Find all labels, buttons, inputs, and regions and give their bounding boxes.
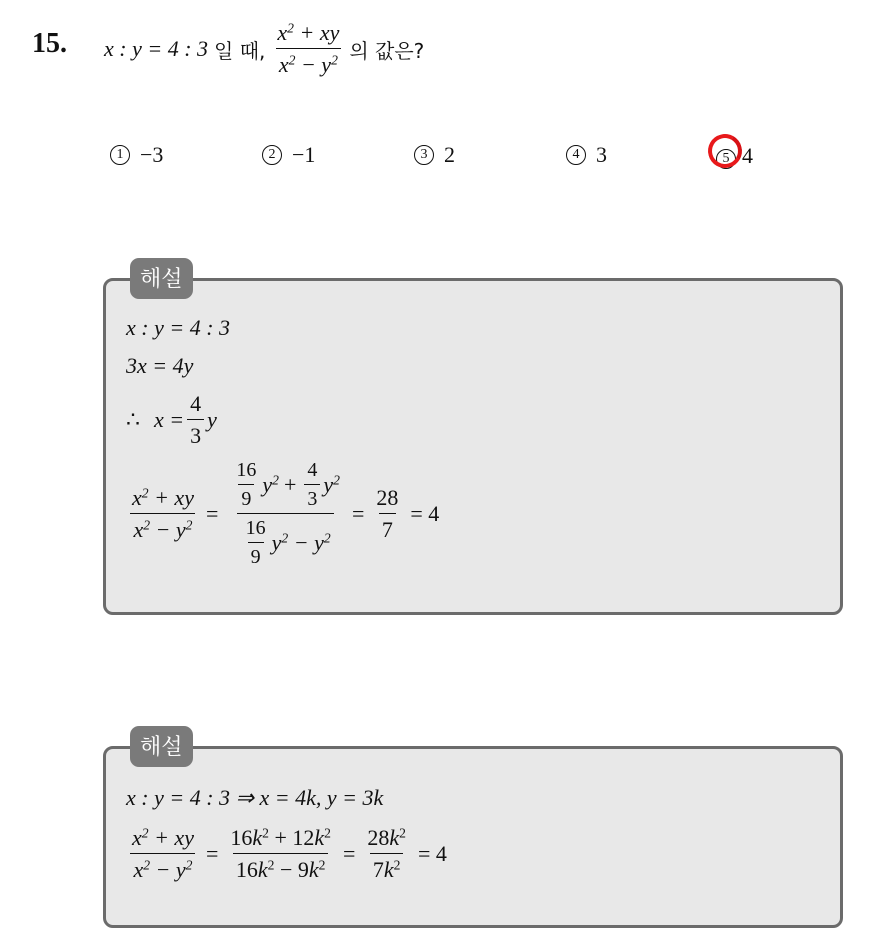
sol1-line3: ∴ x = $\frac{4}{3}$ y — [126, 391, 217, 448]
solution-tag-1: 해설 — [130, 258, 193, 299]
choice-4-marker: 4 — [566, 145, 586, 165]
sol1-fraction-4-3: $\frac{4}{3}$ — [187, 391, 204, 449]
question-condition: x : y = 4 : 3 — [104, 36, 209, 61]
sol2-line2: $\frac{x^2 + xy}{x^2 - y^2}$ = $\frac{16k^2 + 12k^2}{16k^2 - 9k^2}$ = $\frac{28k^2}{7k^2}$ = 4 — [132, 825, 447, 882]
sol1-line1: x : y = 4 : 3 — [126, 315, 231, 340]
choice-3[interactable] — [414, 142, 455, 168]
choice-2-marker: 2 — [262, 145, 282, 165]
choice-3-marker: 3 — [414, 145, 434, 165]
choice-1-marker: 1 — [110, 145, 130, 165]
solution-box-1 — [103, 278, 843, 615]
question-text-1: 일 때, — [214, 38, 266, 63]
choice-2[interactable] — [262, 142, 315, 168]
question-fraction: $\frac{x^2 + xy}{x^2 - y^2}$ — [277, 20, 340, 77]
sol2-result: = 4 — [417, 841, 447, 866]
choice-3-value: 2 — [444, 142, 455, 167]
therefore-symbol: ∴ — [126, 407, 140, 432]
question-text-2: 의 값은? — [349, 38, 425, 63]
sol1-line2: 3x = 4y — [126, 353, 194, 378]
sol2-line1: x : y = 4 : 3 ⇒ x = 4k, y = 3k — [126, 785, 384, 810]
choice-1[interactable] — [110, 142, 163, 168]
question-number: 15. — [32, 28, 67, 59]
solution-box-2 — [103, 746, 843, 928]
choice-1-value: −3 — [140, 142, 164, 167]
question-text — [104, 14, 424, 84]
choice-4-value: 3 — [596, 142, 607, 167]
choice-4[interactable] — [566, 142, 607, 168]
sol1-complex-fraction: $\frac{16}{9}$ $y^2$ + $\frac{4}{3}$ $y^2$ $\frac{16}{9}$ $y^2 - y^2$ — [236, 459, 340, 568]
sol1-result: = 4 — [410, 501, 440, 526]
answer-circle-mark — [704, 130, 746, 172]
sol1-line4: $\frac{x^2 + xy}{x^2 - y^2}$ = $\frac{16}{9}$ $y^2$ + $\frac{4}{3}$ $y^2$ $\frac{16}{9}$ $y^2 - y^2$ = $\frac{28}{7}$ = 4 — [132, 459, 440, 568]
solution-tag-2: 해설 — [130, 726, 193, 767]
choice-2-value: −1 — [292, 142, 316, 167]
choice-5-value: 4 — [742, 142, 753, 168]
choice-5[interactable] — [716, 142, 753, 169]
choice-5-marker: 5 — [716, 149, 736, 169]
